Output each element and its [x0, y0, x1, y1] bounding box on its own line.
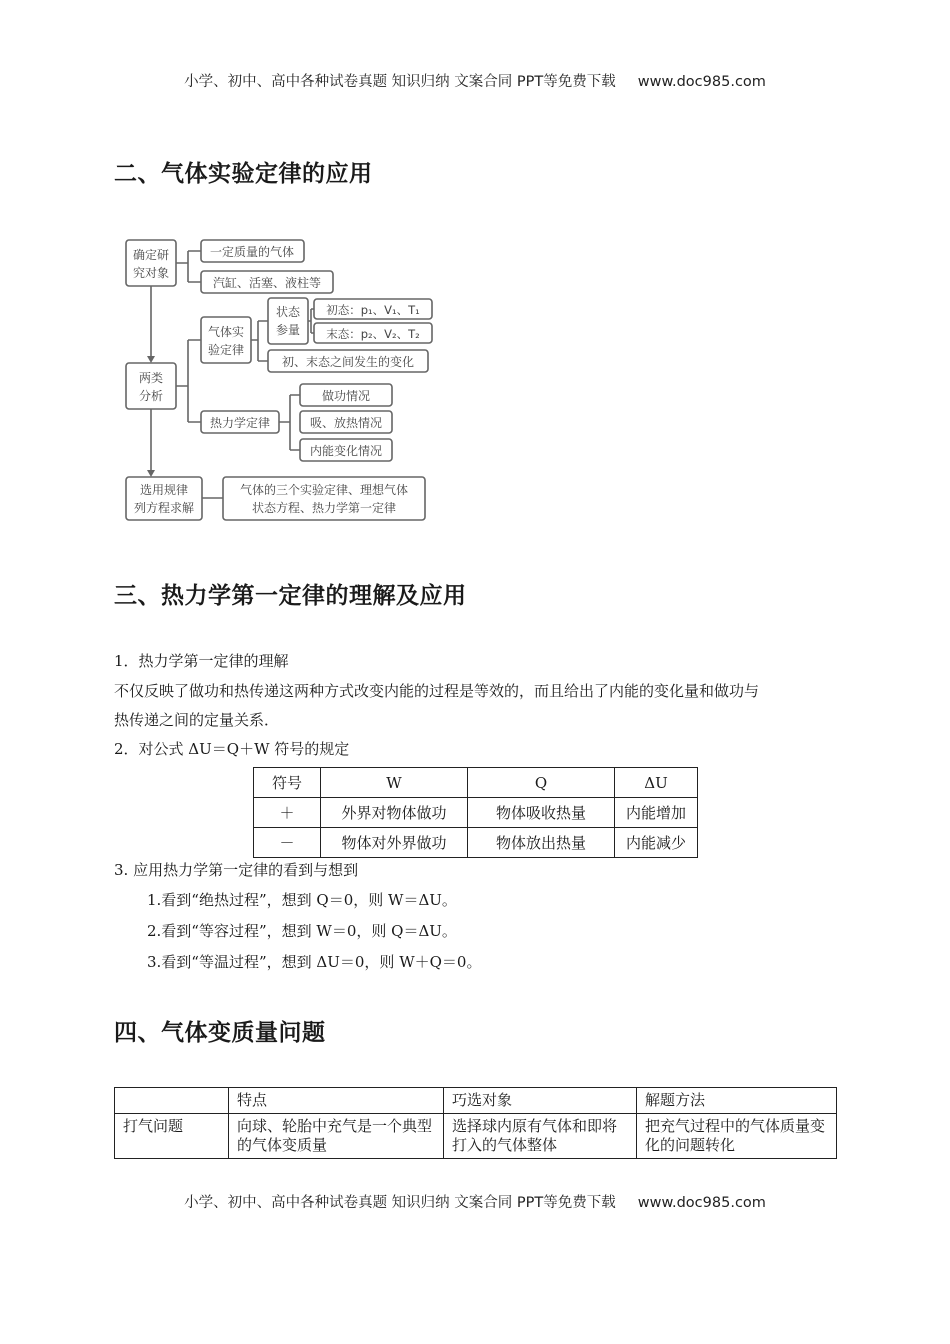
node-heat-label: 吸、放热情况: [309, 416, 383, 430]
header-cell: 巧选对象: [444, 1088, 637, 1114]
node-fixed-mass-gas-label: 一定质量的气体: [209, 245, 295, 259]
table-cell: 把充气过程中的气体质量变化的问题转化: [637, 1114, 837, 1159]
node-change-label: 初、末态之间发生的变化: [281, 355, 415, 369]
table-cell: 物体放出热量: [468, 828, 615, 858]
node-choose-law-label-1: 选用规律: [139, 483, 189, 497]
node-research-object-label-2: 究对象: [132, 266, 170, 280]
node-initial-state-label: 初态：p₁、V₁、T₁: [326, 303, 420, 317]
item1-heading: 1．热力学第一定律的理解: [114, 652, 289, 670]
footer-text: 小学、初中、高中各种试卷真题 知识归纳 文案合同 PPT等免费下载: [184, 1195, 616, 1211]
table-cell: 物体吸收热量: [468, 798, 615, 828]
node-gas-law-label-1: 气体实: [207, 325, 245, 339]
node-thermo-law-label: 热力学定律: [209, 416, 271, 430]
research-flow-diagram: [118, 232, 438, 532]
node-internal-energy-label: 内能变化情况: [309, 444, 383, 458]
section3-title: 三、热力学第一定律的理解及应用: [114, 583, 467, 609]
node-gas-law-label-2: 验定律: [207, 343, 245, 357]
node-state-params-label-1: 状态: [275, 305, 301, 319]
item3-sub-3: 3.看到“等温过程”，想到 ΔU＝0，则 W＋Q＝0。: [147, 953, 482, 971]
header-cell: [115, 1088, 229, 1114]
item2-heading: 2．对公式 ΔU＝Q＋W 符号的规定: [114, 740, 350, 758]
header-cell: 符号: [254, 768, 321, 798]
table-cell: 内能增加: [615, 798, 698, 828]
table-header-row: [254, 768, 698, 798]
header-cell: W: [321, 768, 468, 798]
node-two-analysis-label-2: 分析: [138, 389, 164, 403]
page-header: [0, 70, 950, 91]
section2-title: 二、气体实验定律的应用: [114, 161, 373, 187]
node-laws-list-label-2: 状态方程、热力学第一定律: [251, 501, 397, 515]
item3-sub-2: 2.看到“等容过程”，想到 W＝0，则 Q＝ΔU。: [147, 922, 457, 940]
section4-title: 四、气体变质量问题: [114, 1020, 326, 1046]
page-footer: [0, 1191, 950, 1212]
node-choose-law-label-2: 列方程求解: [133, 501, 195, 515]
footer-url[interactable]: www.doc985.com: [637, 1195, 766, 1211]
table-cell: ＋: [254, 798, 321, 828]
node-final-state-label: 末态：p₂、V₂、T₂: [326, 327, 420, 341]
item3-sub-1: 1.看到“绝热过程”，想到 Q＝0，则 W＝ΔU。: [147, 891, 457, 909]
node-work-label: 做功情况: [321, 389, 371, 403]
item1-paragraph-line1: 不仅反映了做功和热传递这两种方式改变内能的过程是等效的，而且给出了内能的变化量和做功与: [114, 682, 760, 700]
node-two-analysis-label-1: 两类: [138, 371, 164, 385]
header-cell: ΔU: [615, 768, 698, 798]
table-row: [254, 798, 698, 828]
header-url[interactable]: www.doc985.com: [637, 74, 766, 90]
table-header-row: [115, 1088, 837, 1114]
table-cell: －: [254, 828, 321, 858]
table-row: [115, 1114, 837, 1159]
sign-convention-table: [253, 767, 698, 858]
table-cell: 物体对外界做功: [321, 828, 468, 858]
node-state-params-label-2: 参量: [275, 323, 301, 337]
header-text: 小学、初中、高中各种试卷真题 知识归纳 文案合同 PPT等免费下载: [184, 74, 616, 90]
header-cell: 解题方法: [637, 1088, 837, 1114]
table-cell: 外界对物体做功: [321, 798, 468, 828]
header-cell: Q: [468, 768, 615, 798]
table-cell: 向球、轮胎中充气是一个典型的气体变质量: [229, 1114, 444, 1159]
table-cell: 选择球内原有气体和即将打入的气体整体: [444, 1114, 637, 1159]
node-cylinder-label: 汽缸、活塞、液柱等: [212, 276, 322, 290]
variable-mass-table: [114, 1087, 837, 1159]
item3-heading: 3. 应用热力学第一定律的看到与想到: [114, 861, 359, 879]
table-row: [254, 828, 698, 858]
node-laws-list-label-1: 气体的三个实验定律、理想气体: [239, 483, 409, 497]
node-research-object-label-1: 确定研: [132, 248, 170, 262]
item1-paragraph-line2: 热传递之间的定量关系．: [114, 711, 280, 729]
header-cell: 特点: [229, 1088, 444, 1114]
table-cell: 内能减少: [615, 828, 698, 858]
table-cell: 打气问题: [115, 1114, 229, 1159]
